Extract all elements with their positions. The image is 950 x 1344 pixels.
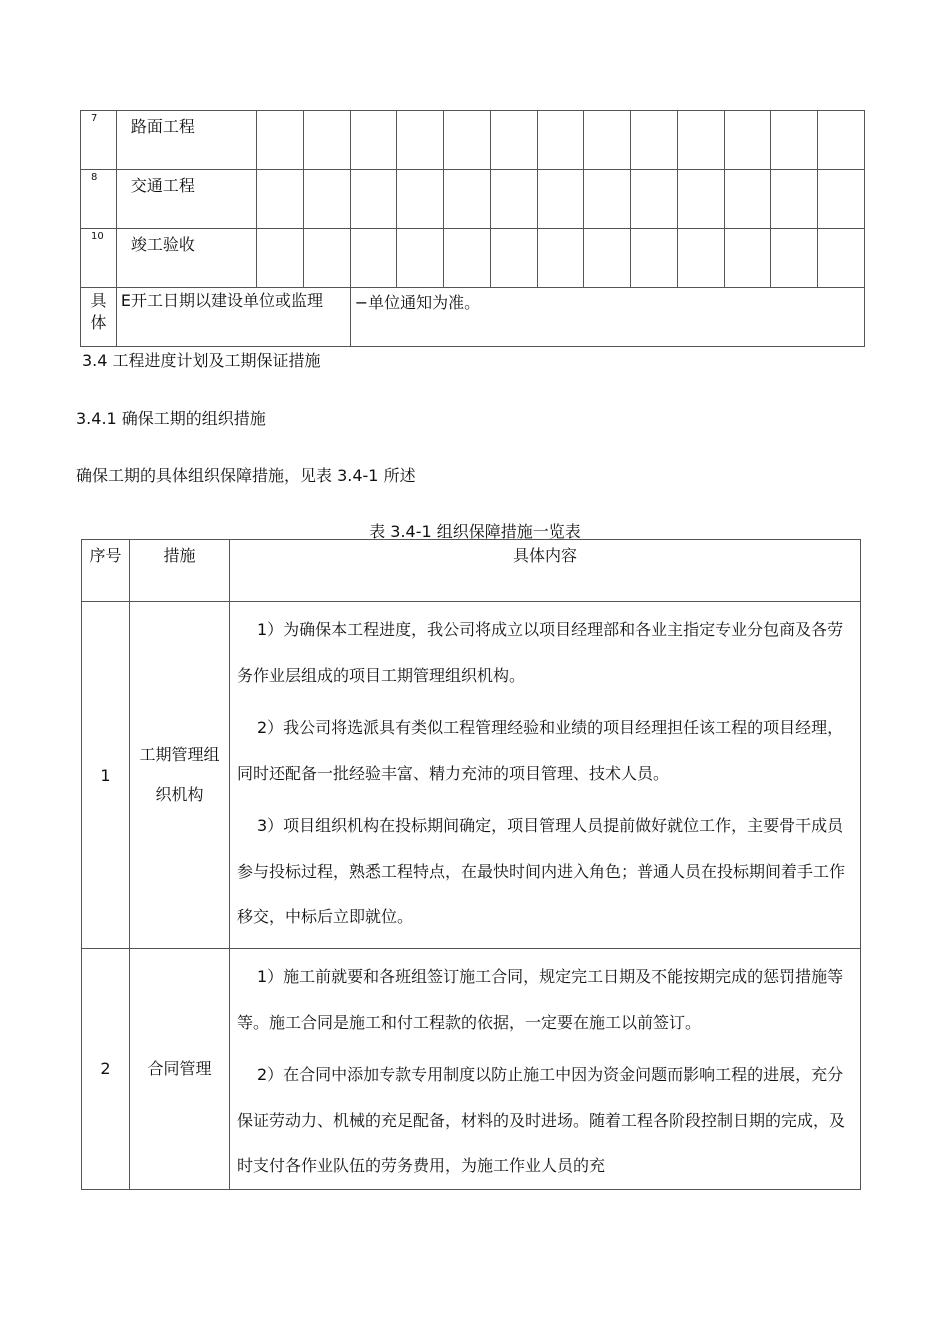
measures-table [81,539,861,1190]
empty-cell [771,170,818,229]
measure-content [230,602,861,949]
empty-cell [584,170,631,229]
empty-cell [724,170,771,229]
row-number: 2 [82,949,130,1190]
section-title: 3.4 工程进度计划及工期保证措施 [82,351,321,370]
empty-cell [677,170,724,229]
empty-cell [537,111,584,170]
empty-cell [350,229,397,288]
note-right: −单位通知为准。 [350,288,864,347]
content-paragraph: 1）为确保本工程进度，我公司将成立以项目经理部和各业主指定专业分包商及各劳务作业层组成的项目工期管理组织机构。 [237,620,844,685]
empty-cell [397,170,444,229]
empty-cell [397,111,444,170]
empty-cell [724,111,771,170]
measure-name [130,602,230,949]
empty-cell [818,229,865,288]
empty-cell [584,111,631,170]
intro-text: 确保工期的具体组织保障措施，见表 3.4-1 所述 [76,466,416,485]
note-label-text: 具体 [90,291,107,332]
row-number: 10 [81,229,117,288]
empty-cell [444,229,491,288]
content-paragraph: 3）项目组织机构在投标期间确定，项目管理人员提前做好就位工作，主要骨干成员参与投标过程，熟悉工程特点，在最快时间内进入角色；普通人员在投标期间着手工作移交，中标后立即就位。 [237,816,846,926]
empty-cell [771,111,818,170]
empty-cell [584,229,631,288]
empty-cell [818,111,865,170]
table-row [82,602,861,949]
empty-cell [350,170,397,229]
empty-cell [631,229,678,288]
content-paragraph: 2）我公司将选派具有类似工程管理经验和业绩的项目经理担任该工程的项目经理，同时还配备一批经验丰富、精力充沛的项目管理、技术人员。 [237,718,844,783]
empty-cell [677,229,724,288]
empty-cell [490,111,537,170]
table-row [81,229,865,288]
item-name: 路面工程 [116,111,256,170]
table-row [81,170,865,229]
empty-cell [444,170,491,229]
empty-cell [631,111,678,170]
empty-cell [397,229,444,288]
empty-cell [257,111,304,170]
measure-name: 合同管理 [130,949,230,1190]
empty-cell [537,229,584,288]
header-no: 序号 [82,540,130,602]
row-number: 7 [81,111,117,170]
subsection-title: 3.4.1 确保工期的组织措施 [76,409,266,428]
item-name: 竣工验收 [116,229,256,288]
table-header-row [82,540,861,602]
empty-cell [304,229,351,288]
empty-cell [490,229,537,288]
content-paragraph: 2）在合同中添加专款专用制度以防止施工中因为资金问题而影响工程的进展，充分保证劳动力、机械的充足配备，材料的及时进场。随着工程各阶段控制日期的完成，及时支付各作业队伍的劳务费用，为施工作业人员的充 [237,1065,846,1175]
empty-cell [490,170,537,229]
empty-cell [771,229,818,288]
empty-cell [257,170,304,229]
item-name: 交通工程 [116,170,256,229]
measure-content [230,949,861,1190]
empty-cell [537,170,584,229]
table-caption: 表 3.4-1 组织保障措施一览表 [369,522,581,541]
table-row [82,949,861,1190]
empty-cell [350,111,397,170]
empty-cell [818,170,865,229]
table-row [81,111,865,170]
header-content: 具体内容 [230,540,861,602]
empty-cell [444,111,491,170]
note-row [81,288,865,347]
row-number: 1 [82,602,130,949]
row-number: 8 [81,170,117,229]
measure-name-text: 工期管理组织机构 [139,745,220,804]
note-middle: E开工日期以建设单位或监理 [116,288,350,347]
empty-cell [257,229,304,288]
header-measure: 措施 [130,540,230,602]
empty-cell [677,111,724,170]
empty-cell [304,170,351,229]
empty-cell [631,170,678,229]
content-paragraph: 1）施工前就要和各班组签订施工合同，规定完工日期及不能按期完成的惩罚措施等等。施工合同是施工和付工程款的依据，一定要在施工以前签订。 [237,967,844,1032]
empty-cell [724,229,771,288]
empty-cell [304,111,351,170]
schedule-table [80,110,865,347]
note-label [81,288,117,347]
